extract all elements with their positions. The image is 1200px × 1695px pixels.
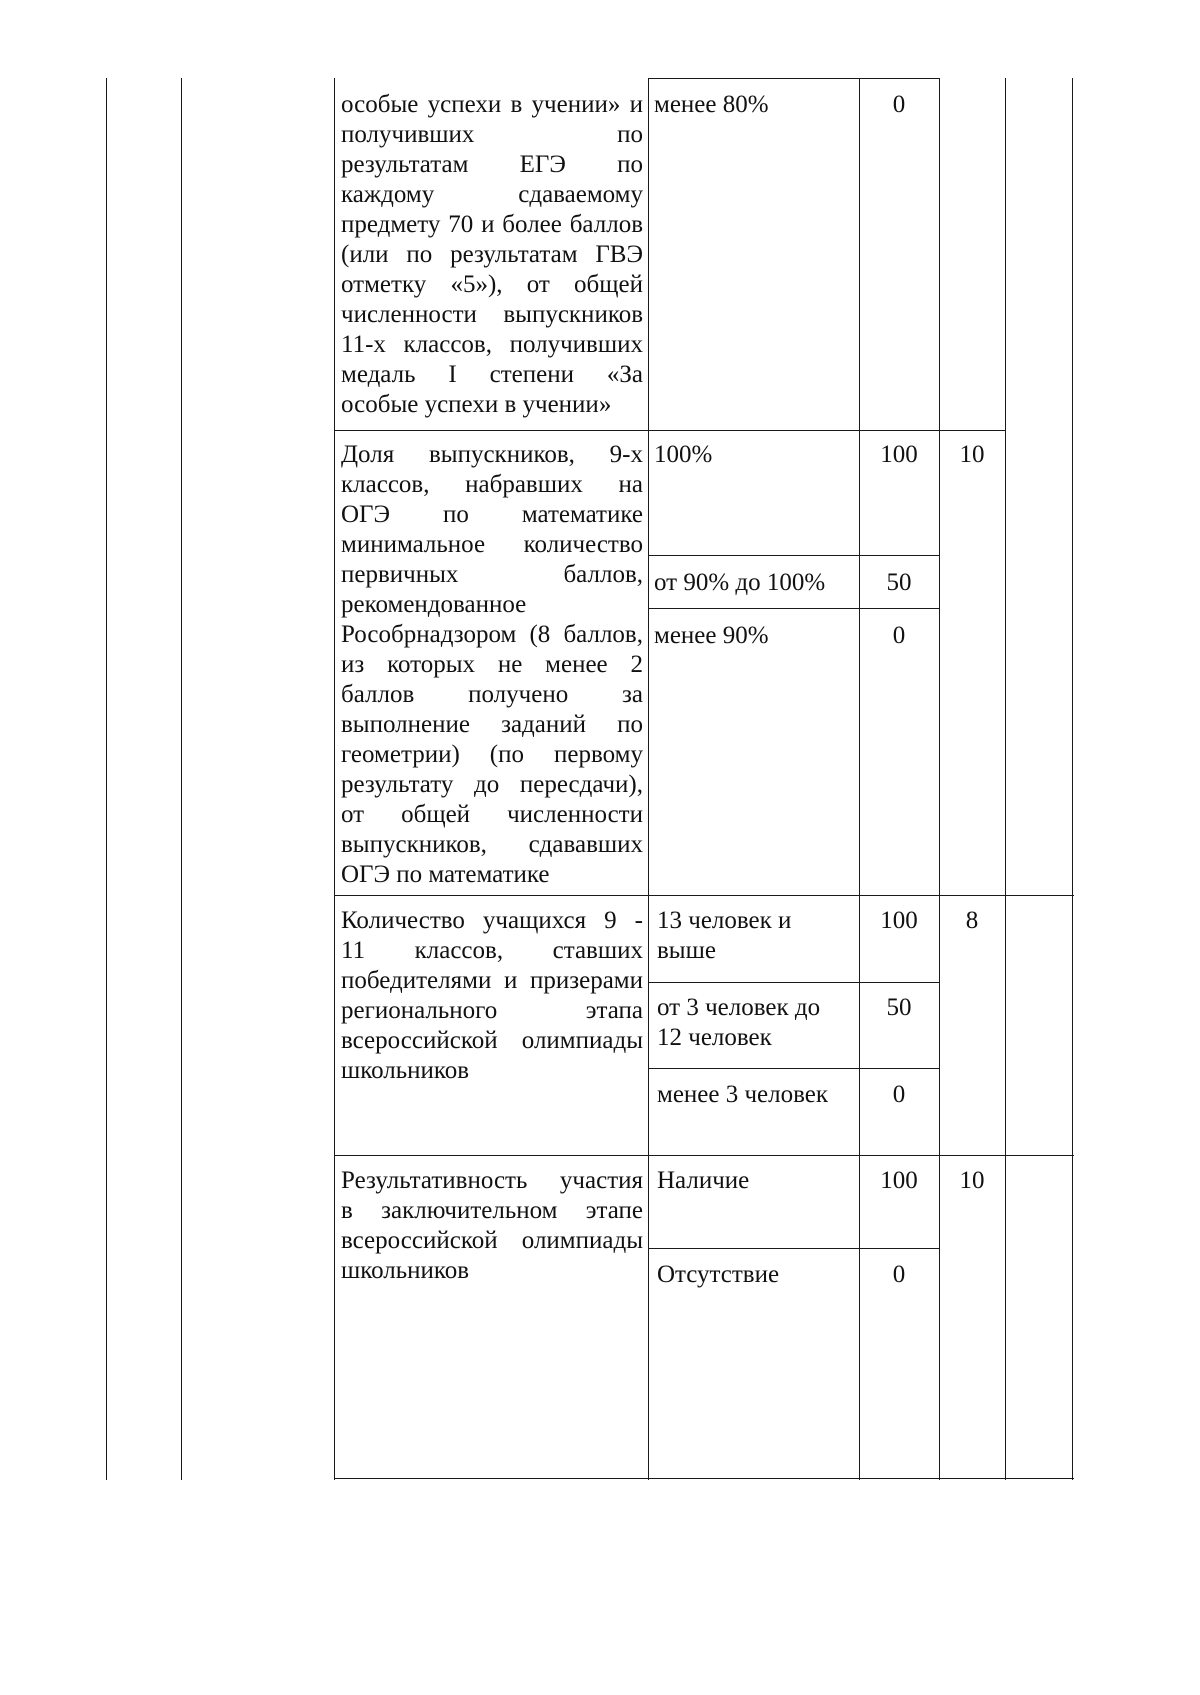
subrow-separator	[648, 1068, 939, 1069]
points-value: 100	[880, 907, 918, 934]
subrow-separator	[648, 555, 939, 556]
text-line: геометрии) (по первому	[341, 741, 643, 768]
text-line: (или по результатам ГВЭ	[341, 241, 643, 268]
text-line: результатам ЕГЭ по	[341, 151, 643, 178]
table-left-rule-2	[181, 78, 182, 1480]
text-line: выше	[657, 937, 716, 964]
criterion-right-border	[648, 78, 649, 1480]
text-line: ОГЭ по математике	[341, 861, 550, 888]
text-line: Количество учащихся 9 -	[341, 907, 643, 934]
text-line: всероссийской олимпиады	[341, 1227, 643, 1254]
text-line: баллов получено за	[341, 681, 643, 708]
text-line: медаль I степени «За	[341, 361, 643, 388]
text-line: 11 классов, ставших	[341, 937, 643, 964]
text-line: первичных баллов,	[341, 561, 643, 588]
weight-value: 10	[959, 441, 985, 468]
text-line: отметку «5»), от общей	[341, 271, 643, 298]
row-separator-2	[334, 895, 1074, 896]
points-value: 50	[886, 569, 912, 596]
points-right-border	[939, 78, 940, 1480]
criterion-left-border	[334, 78, 335, 1480]
weight-value: 10	[959, 1167, 985, 1194]
weight-right-border	[1005, 78, 1006, 1480]
text-line: выполнение заданий по	[341, 711, 643, 738]
text-line: минимальное количество	[341, 531, 643, 558]
subrow-separator	[648, 982, 939, 983]
text-line: 13 человек и	[657, 907, 792, 934]
condition-text	[657, 1080, 828, 1110]
row1-top-border	[648, 78, 939, 79]
text-line: каждому сдаваемому	[341, 181, 643, 208]
points-value: 100	[880, 1167, 918, 1194]
last-column-right-border	[1072, 78, 1073, 1480]
points-value: 0	[892, 91, 906, 118]
subrow-separator	[648, 608, 939, 609]
text-line: результату до пересдачи),	[341, 771, 643, 798]
condition-text	[657, 906, 791, 966]
text-line: численности выпускников	[341, 301, 643, 328]
condition-text: Наличие	[657, 1167, 750, 1194]
text-line: рекомендованное	[341, 591, 527, 618]
row-separator-3	[334, 1155, 1074, 1156]
criterion-text	[341, 440, 643, 890]
text-line: Рособрнадзором (8 баллов,	[341, 621, 643, 648]
points-value: 0	[892, 1261, 906, 1288]
text-line: Доля выпускников, 9-х	[341, 441, 643, 468]
condition-text: 100%	[654, 441, 713, 468]
text-line: всероссийской олимпиады	[341, 1027, 643, 1054]
table-bottom-border	[334, 1478, 1074, 1479]
condition-text: от 90% до 100%	[654, 569, 826, 596]
points-value: 0	[892, 1081, 906, 1108]
text-line: 11-х классов, получивших	[341, 331, 643, 358]
table-left-rule-1	[106, 78, 107, 1480]
text-line: особые успехи в учении»	[341, 391, 612, 418]
text-line: особые успехи в учении» и	[341, 91, 643, 118]
criterion-text	[341, 1166, 643, 1286]
condition-text	[657, 993, 820, 1053]
text-line: Результативность участия	[341, 1167, 643, 1194]
subrow-separator	[648, 1248, 939, 1249]
text-line: школьников	[341, 1057, 470, 1084]
points-value: 0	[892, 622, 906, 649]
criterion-text	[341, 90, 643, 420]
condition-text: менее 90%	[654, 622, 769, 649]
row-separator-1	[334, 430, 1005, 431]
text-line: 12 человек	[657, 1024, 772, 1051]
text-line: ОГЭ по математике	[341, 501, 643, 528]
criterion-text	[341, 906, 643, 1086]
text-line: из которых не менее 2	[341, 651, 643, 678]
text-line: менее 3 человек	[657, 1081, 829, 1108]
weight-value: 8	[965, 907, 979, 934]
text-line: выпускников, сдававших	[341, 831, 643, 858]
points-value: 100	[880, 441, 918, 468]
text-line: в заключительном этапе	[341, 1197, 643, 1224]
text-line: от 3 человек до	[657, 994, 821, 1021]
text-line: предмету 70 и более баллов	[341, 211, 643, 238]
text-line: победителями и призерами	[341, 967, 643, 994]
text-line: от общей численности	[341, 801, 643, 828]
points-value: 50	[886, 994, 912, 1021]
text-line: школьников	[341, 1257, 470, 1284]
condition-text: менее 80%	[654, 91, 769, 118]
text-line: классов, набравших на	[341, 471, 643, 498]
text-line: получивших по	[341, 121, 643, 148]
condition-text: Отсутствие	[657, 1261, 780, 1288]
text-line: регионального этапа	[341, 997, 643, 1024]
